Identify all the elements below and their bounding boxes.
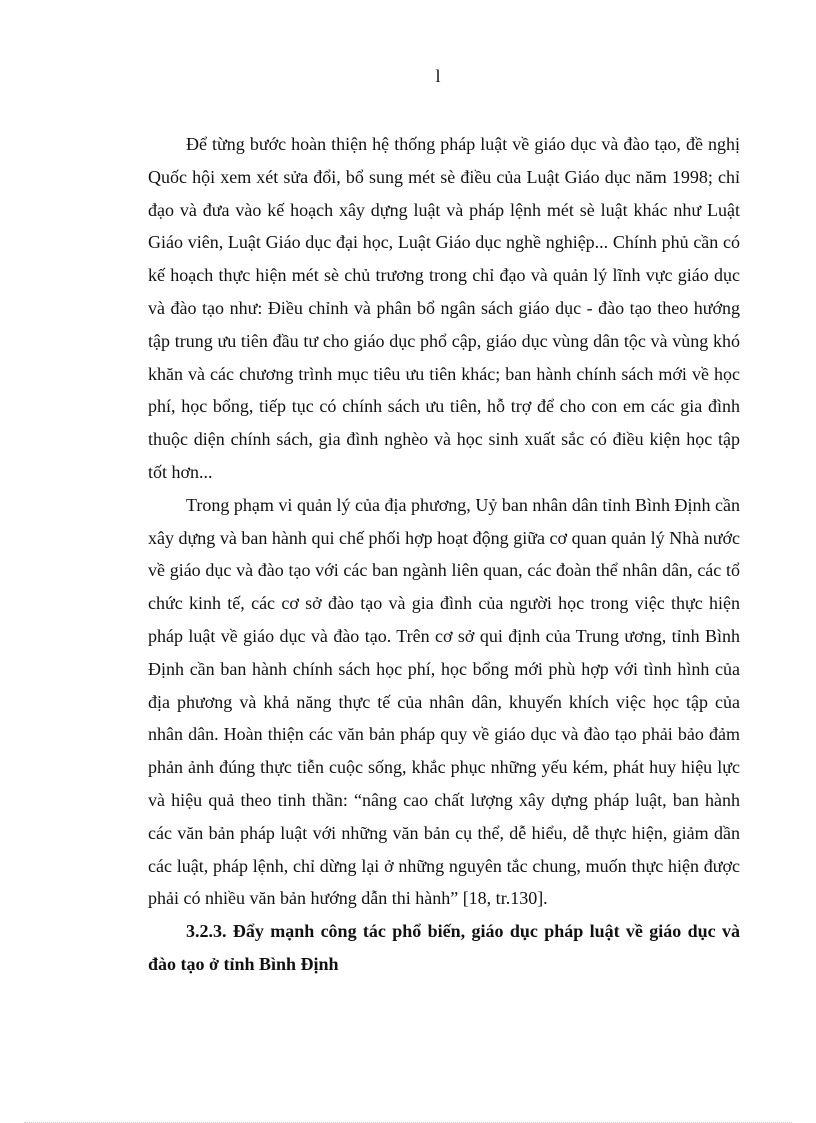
paragraph-local-management: Trong phạm vi quản lý của địa phương, Uỷ ban nhân dân tỉnh Bình Định cần xây dựng và ban hành qui chế phối hợp hoạt động giữa cơ quan quản lý Nhà nước về giáo dục và đào tạo với các ban ngành liên quan, các đoàn thể nhân dân, các tổ chức kinh tế, các cơ sở đào tạo và gia đình của người học trong việc thực hiện pháp luật về giáo dục và đào tạo. Trên cơ sở qui định của Trung ương, tỉnh Bình Định cần ban hành chính sách học phí, học bổng mới phù hợp với tình hình của địa phương và khả năng thực tế của nhân dân, khuyến khích việc học tập của nhân dân. Hoàn thiện các văn bản pháp quy về giáo dục và đào tạo phải bảo đảm phản ảnh đúng thực tiễn cuộc sống, khắc phục những yếu kém, phát huy hiệu lực và hiệu quả theo tinh thần: “nâng cao chất lượng xây dựng pháp luật, ban hành các văn bản pháp luật với những văn bản cụ thể, dễ hiểu, dễ thực hiện, giảm dần các luật, pháp lệnh, chỉ dừng lại ở những nguyên tắc chung, muốn thực hiện được phải có nhiều văn bản hướng dẫn thi hành” [18, tr.130]. bbox=[148, 494, 740, 909]
section-heading: 3.2.3. Đẩy mạnh công tác phổ biến, giáo dục pháp luật về giáo dục và đào tạo ở tỉnh Bình Định bbox=[148, 921, 740, 974]
document-body bbox=[148, 128, 740, 981]
paragraph-legal-improvement: Để từng bước hoàn thiện hệ thống pháp luật về giáo dục và đào tạo, đề nghị Quốc hội xem xét sửa đổi, bổ sung mét sè điều của Luật Giáo dục năm 1998; chỉ đạo và đưa vào kế hoạch xây dựng luật và pháp lệnh mét sè luật khác như Luật Giáo viên, Luật Giáo dục đại học, Luật Giáo dục nghề nghiệp... Chính phủ cần có kế hoạch thực hiện mét sè chủ trương trong chỉ đạo và quản lý lĩnh vực giáo dục và đào tạo như: Điều chỉnh và phân bổ ngân sách giáo dục - đào tạo theo hướng tập trung ưu tiên đầu tư cho giáo dục phổ cập, giáo dục vùng dân tộc và vùng khó khăn và các chương trình mục tiêu ưu tiên khác; ban hành chính sách mới về học phí, học bổng, tiếp tục có chính sách ưu tiên, hỗ trợ để cho con em các gia đình thuộc diện chính sách, gia đình nghèo và học sinh xuất sắc có điều kiện học tập tốt hơn... bbox=[148, 134, 740, 482]
page-number: l bbox=[435, 66, 441, 86]
